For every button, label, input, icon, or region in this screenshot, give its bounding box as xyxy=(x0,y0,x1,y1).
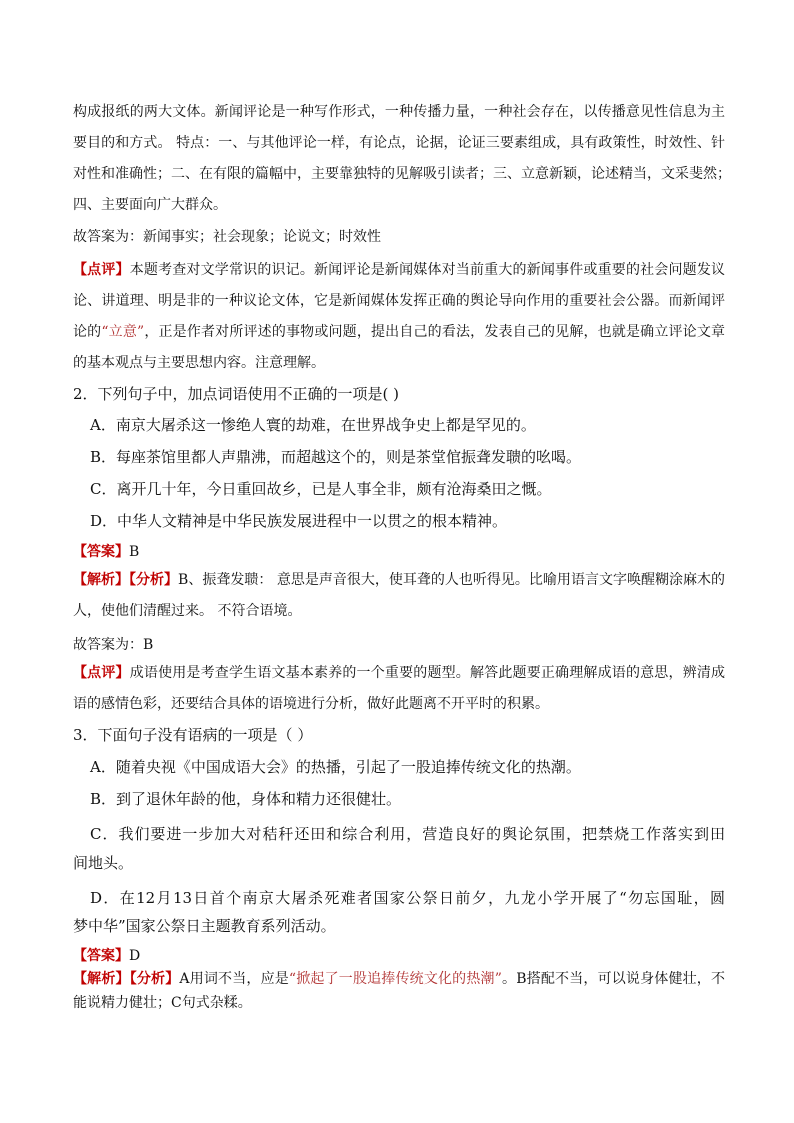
analysis-line: 【解析】【分析】B、振聋发聩： 意思是声音很大，使耳聋的人也听得见。比喻用语言文字唤醒糊涂麻木的 xyxy=(73,572,725,588)
question-2-analysis xyxy=(73,565,725,627)
question-3-option-b: B．到了退休年龄的他，身体和精力还很健壮。 xyxy=(90,790,402,808)
analysis-line: 人，使他们清醒过来。 不符合语境。 xyxy=(73,603,302,619)
question-3-option-a: A．随着央视《中国成语大会》的热播，引起了一股追捧传统文化的热潮。 xyxy=(90,758,581,776)
analysis-line: 【解析】【分析】A用词不当，应是“掀起了一股追捧传统文化的热潮”。B搭配不当，可以说身体健壮，不 xyxy=(73,971,725,987)
question-3-answer: 【答案】D xyxy=(73,948,141,964)
intro-line: 要目的和方式。 特点：一、与其他评论一样，有论点，论据，论证三要素组成，具有政策性，时效性、针 xyxy=(73,135,725,151)
question-2-stem: 2．下列句子中，加点词语使用不正确的一项是( ) xyxy=(73,385,400,403)
question-2-final: 故答案为：B xyxy=(73,637,154,653)
question-2-option-c: C．离开几十年，今日重回故乡，已是人事全非，颇有沧海桑田之慨。 xyxy=(90,480,552,498)
question-2-option-d: D．中华人文精神是中华民族发展进程中一以贯之的根本精神。 xyxy=(90,512,508,530)
question-2-option-a: A．南京大屠杀这一惨绝人寰的劫难，在世界战争史上都是罕见的。 xyxy=(90,416,536,434)
comment-tag: 【点评】 xyxy=(73,262,130,278)
question-3-option-d: D．在12月13日首个南京大屠杀死难者国家公祭日前夕，九龙小学开展了“勿忘国耻，圆 xyxy=(90,889,725,907)
intro-paragraph xyxy=(73,97,731,221)
analysis-line: 能说精力健壮；C句式杂糅。 xyxy=(73,995,252,1011)
question-3-analysis xyxy=(73,967,725,1015)
comment-1 xyxy=(73,255,725,379)
question-2-comment xyxy=(73,658,725,720)
comment-1-line: 【点评】本题考查对文学常识的识记。新闻评论是新闻媒体对当前重大的新闻事件或重要的社会问题发议 xyxy=(73,262,726,278)
question-3-option-c-cont: 间地头。 xyxy=(73,854,134,872)
question-2-option-b: B．每座茶馆里都人声鼎沸，而超越这个的，则是茶堂倌振聋发聩的吆喝。 xyxy=(90,448,582,466)
intro-line: 四、主要面向广大群众。 xyxy=(73,197,227,213)
comment-line: 语的感情色彩，还要结合具体的语境进行分析，做好此题离不开平时的积累。 xyxy=(73,696,549,712)
question-3-stem: 3．下面句子没有语病的一项是（ ） xyxy=(73,726,313,744)
quoted-correction: “掀起了一股追捧传统文化的热潮” xyxy=(288,971,502,987)
comment-line: 【点评】成语使用是考查学生语文基本素养的一个重要的题型。解答此题要正确理解成语的意思，辨清成 xyxy=(73,665,726,681)
comment-1-line: 论的“立意”，正是作者对所评述的事物或问题，提出自己的看法，发表自己的见解，也就是确立评论文章 xyxy=(73,324,726,340)
question-2-answer: 【答案】B xyxy=(73,544,140,560)
comment-1-line: 论、讲道理、明是非的一种议论文体，它是新闻媒体发挥正确的舆论导向作用的重要社会公器。而新闻评 xyxy=(73,293,725,309)
intro-line: 对性和准确性；二、在有限的篇幅中，主要靠独特的见解吸引读者；三、立意新颖，论述精当，文采斐然； xyxy=(73,166,731,182)
question-3-option-c: C．我们要进一步加大对秸秆还田和综合利用，营造良好的舆论氛围，把禁烧工作落实到田 xyxy=(90,825,725,843)
quoted-term: “立意” xyxy=(101,324,145,340)
comment-1-line: 的基本观点与主要思想内容。注意理解。 xyxy=(73,355,325,371)
intro-line: 构成报纸的两大文体。新闻评论是一种写作形式，一种传播力量，一种社会存在，以传播意见性信息为主 xyxy=(73,104,725,120)
question-3-option-d-cont: 梦中华”国家公祭日主题教育系列活动。 xyxy=(73,917,336,935)
intro-answer: 故答案为：新闻事实；社会现象；论说文；时效性 xyxy=(73,229,381,245)
